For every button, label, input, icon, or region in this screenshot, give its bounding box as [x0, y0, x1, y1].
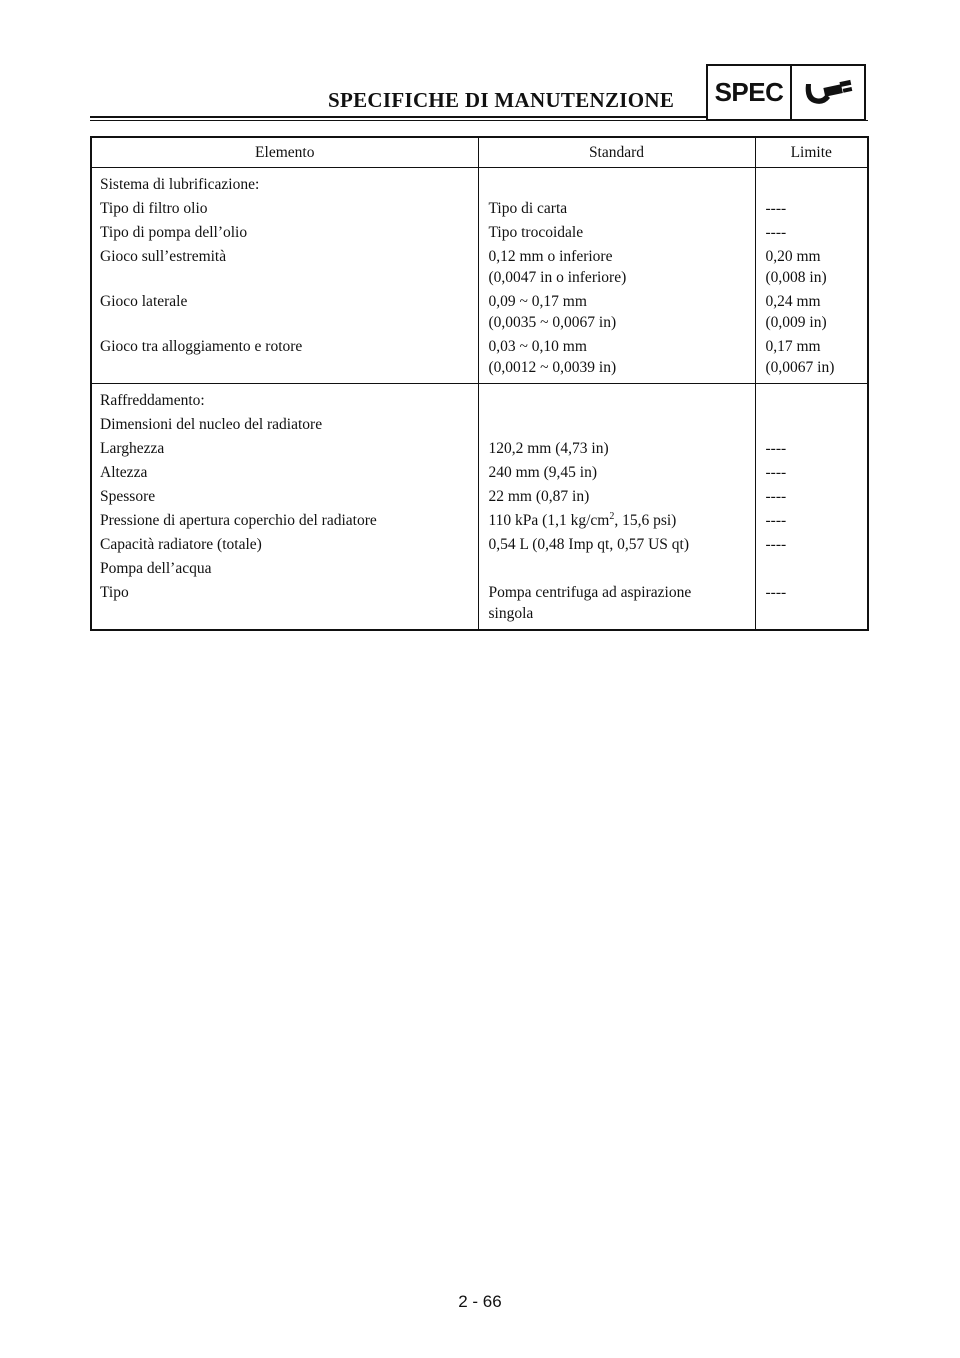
standard-value: 240 mm (9,45 in) [478, 459, 755, 483]
item-label: Tipo di pompa dell’olio [91, 219, 478, 243]
standard-line: (0,0035 ~ 0,0067 in) [488, 314, 617, 331]
limit-value: ---- [765, 536, 787, 553]
limit-value: ---- [765, 224, 787, 241]
limit-line: 0,17 mm [765, 338, 821, 355]
limit-value: ---- [765, 440, 787, 457]
table-row [91, 219, 868, 243]
standard-value: 120,2 mm (4,73 in) [478, 435, 755, 459]
table-row [91, 411, 868, 435]
wrench-gauge-icon [792, 66, 864, 119]
standard-value: Tipo trocoidale [478, 219, 755, 243]
limit-value [755, 288, 868, 333]
standard-line: 0,03 ~ 0,10 mm [488, 338, 587, 355]
standard-value [478, 333, 755, 384]
table-row [91, 507, 868, 531]
table-row [91, 243, 868, 288]
page-number: 2 - 66 [458, 1292, 502, 1311]
limit-value: ---- [765, 488, 787, 505]
header-rule [90, 116, 706, 118]
column-header-limit: Limite [755, 137, 868, 168]
limit-value: ---- [765, 200, 787, 217]
standard-line: (0,0012 ~ 0,0039 in) [488, 359, 617, 376]
limit-value [755, 555, 868, 579]
section-heading-row [91, 168, 868, 196]
spec-badge [706, 64, 866, 121]
column-header-standard: Standard [478, 137, 755, 168]
spec-badge-label: SPEC [708, 66, 792, 119]
standard-line: Pompa centrifuga ad aspirazione [488, 584, 692, 601]
section-heading: Raffreddamento: [91, 384, 478, 412]
item-label: Tipo di filtro olio [91, 195, 478, 219]
limit-value: ---- [765, 464, 787, 481]
item-label: Gioco tra alloggiamento e rotore [91, 333, 478, 384]
limit-value: ---- [765, 584, 787, 601]
item-label: Larghezza [91, 435, 478, 459]
item-label: Dimensioni del nucleo del radiatore [91, 411, 478, 435]
standard-line: (0,0047 in o inferiore) [488, 269, 627, 286]
limit-line: 0,24 mm [765, 293, 821, 310]
item-label: Tipo [91, 579, 478, 630]
table-row [91, 195, 868, 219]
standard-value [478, 555, 755, 579]
column-header-item: Elemento [91, 137, 478, 168]
table-row [91, 483, 868, 507]
standard-line: singola [488, 605, 534, 622]
limit-value [755, 411, 868, 435]
standard-value: 0,54 L (0,48 Imp qt, 0,57 US qt) [478, 531, 755, 555]
standard-value [478, 411, 755, 435]
standard-value: 22 mm (0,87 in) [478, 483, 755, 507]
limit-line: (0,009 in) [765, 314, 827, 331]
page-title: SPECIFICHE DI MANUTENZIONE [328, 88, 675, 112]
standard-value [478, 243, 755, 288]
limit-line: (0,008 in) [765, 269, 827, 286]
item-label: Gioco laterale [91, 288, 478, 333]
item-label: Pressione di apertura coperchio del radiatore [91, 507, 478, 531]
table-row [91, 579, 868, 630]
limit-value: ---- [765, 512, 787, 529]
limit-line: (0,0067 in) [765, 359, 835, 376]
item-label: Altezza [91, 459, 478, 483]
table-row [91, 333, 868, 384]
item-label: Gioco sull’estremità [91, 243, 478, 288]
standard-text-pre: 110 kPa (1,1 kg/cm [488, 512, 610, 529]
table-row [91, 555, 868, 579]
section-heading: Sistema di lubrificazione: [91, 168, 478, 196]
standard-value [478, 507, 755, 531]
standard-value [478, 288, 755, 333]
section-heading-row [91, 384, 868, 412]
item-label: Spessore [91, 483, 478, 507]
table-row [91, 435, 868, 459]
limit-line: 0,20 mm [765, 248, 821, 265]
standard-value [478, 579, 755, 630]
limit-value [755, 243, 868, 288]
table-row [91, 531, 868, 555]
item-label: Capacità radiatore (totale) [91, 531, 478, 555]
limit-value [755, 333, 868, 384]
standard-line: 0,12 mm o inferiore [488, 248, 613, 265]
standard-value: Tipo di carta [478, 195, 755, 219]
item-label: Pompa dell’acqua [91, 555, 478, 579]
standard-text-post: , 15,6 psi) [614, 512, 677, 529]
standard-line: 0,09 ~ 0,17 mm [488, 293, 587, 310]
table-row [91, 459, 868, 483]
table-header-row [91, 137, 868, 168]
table-row [91, 288, 868, 333]
superscript: 2 [609, 510, 615, 522]
spec-table [90, 136, 869, 631]
